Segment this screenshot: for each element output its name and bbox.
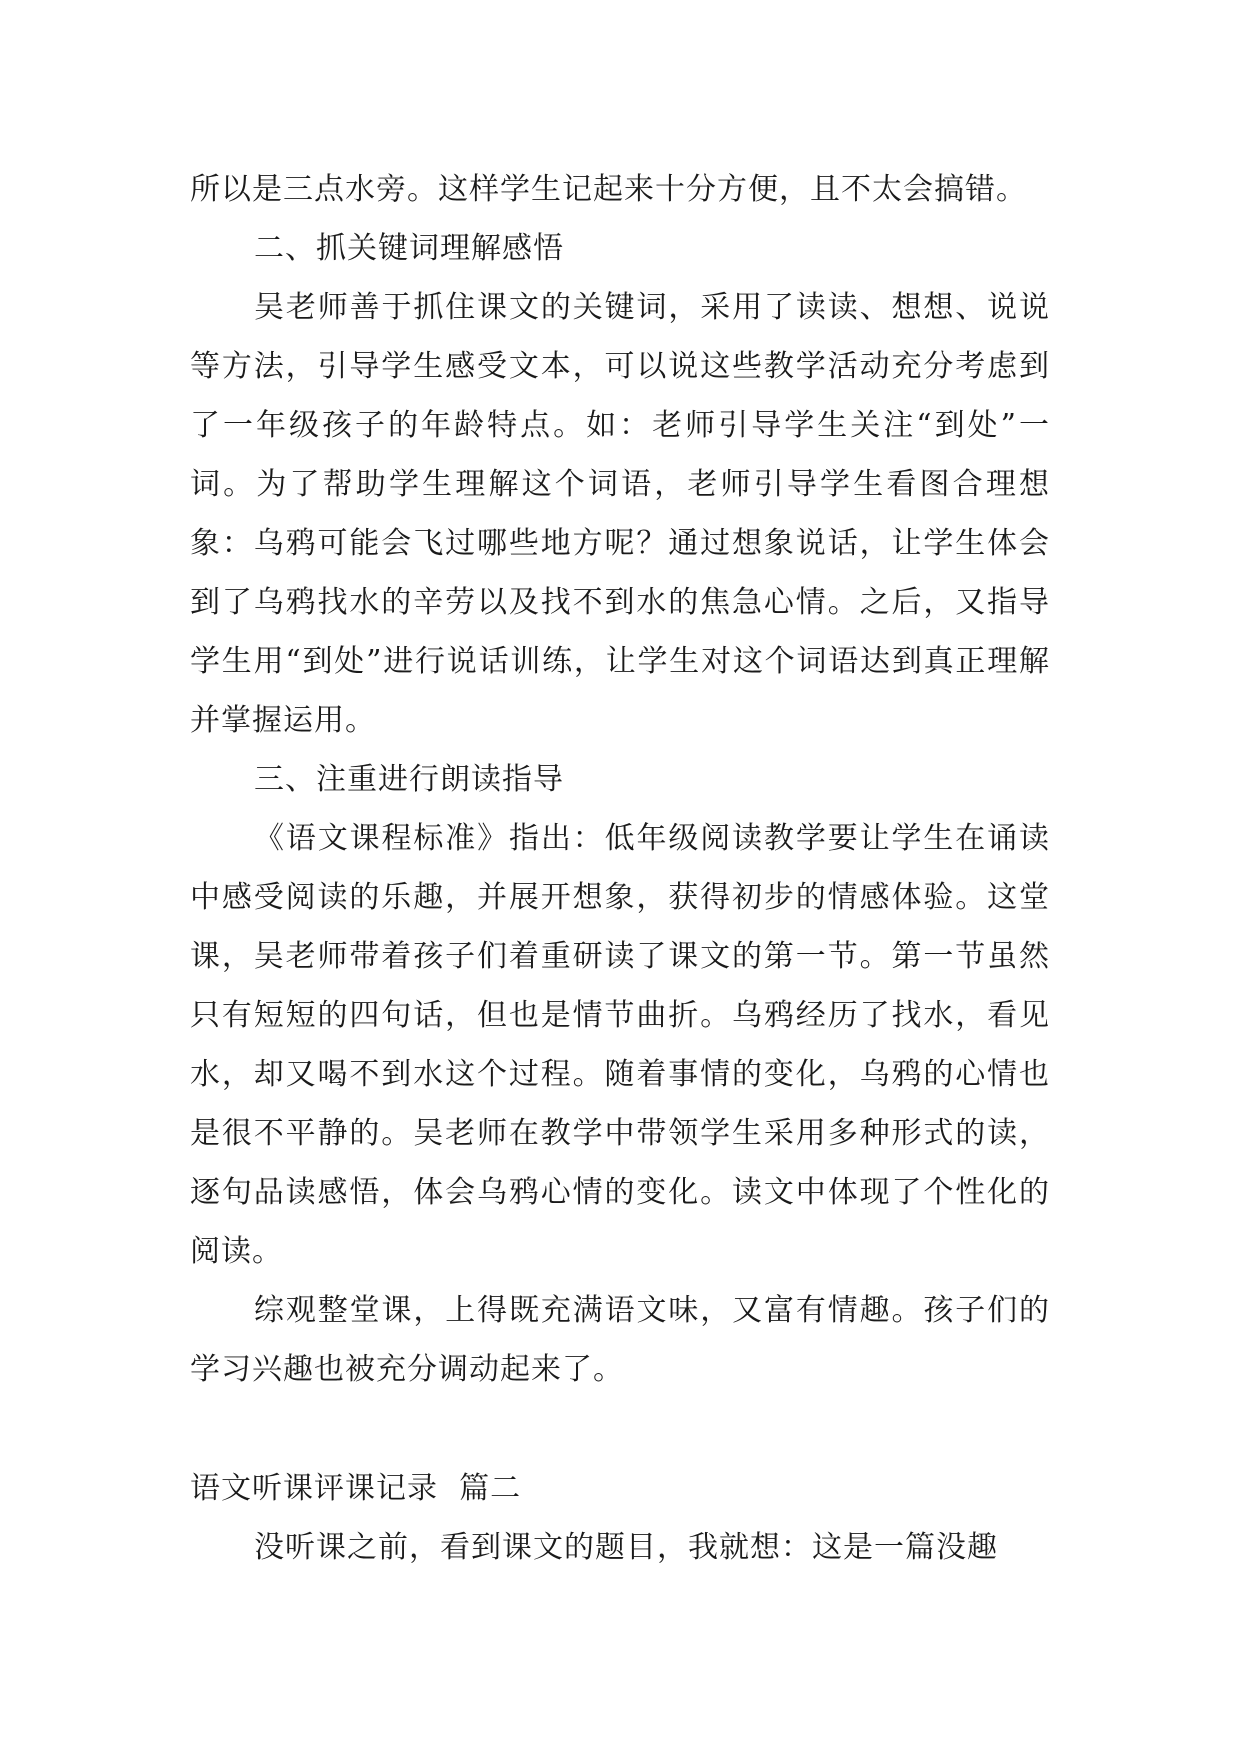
paragraph-summary: 综观整堂课，上得既充满语文味，又富有情趣。孩子们的学习兴趣也被充分调动起来了。 [190,1293,1050,1387]
document-body [190,160,1050,1577]
paragraph-part-two-intro: 没听课之前，看到课文的题目，我就想：这是一篇没趣 [254,1530,998,1565]
heading-section-two: 二、抓关键词理解感悟 [254,231,564,266]
article-title-part-two: 语文听课评课记录 篇二 [190,1471,522,1506]
paragraph-continuation: 所以是三点水旁。这样学生记起来十分方便，且不太会搞错。 [190,172,1027,207]
heading-section-three: 三、注重进行朗读指导 [254,762,564,797]
paragraph-reading-guidance: 《语文课程标准》指出：低年级阅读教学要让学生在诵读中感受阅读的乐趣，并展开想象，获得初步的情感体验。这堂课，吴老师带着孩子们着重研读了课文的第一节。第一节虽然只有短短的四句话，但也是情节曲折。乌鸦经历了找水，看见水，却又喝不到水这个过程。随着事情的变化，乌鸦的心情也是很不平静的。吴老师在教学中带领学生采用多种形式的读，逐句品读感悟，体会乌鸦心情的变化。读文中体现了个性化的阅读。 [190,821,1050,1269]
paragraph-keywords: 吴老师善于抓住课文的关键词，采用了读读、想想、说说等方法，引导学生感受文本，可以说这些教学活动充分考虑到了一年级孩子的年龄特点。如：老师引导学生关注“到处”一词。为了帮助学生理解这个词语，老师引导学生看图合理想象：乌鸦可能会飞过哪些地方呢？通过想象说话，让学生体会到了乌鸦找水的辛劳以及找不到水的焦急心情。之后，又指导学生用“到处”进行说话训练，让学生对这个词语达到真正理解并掌握运用。 [190,290,1050,738]
